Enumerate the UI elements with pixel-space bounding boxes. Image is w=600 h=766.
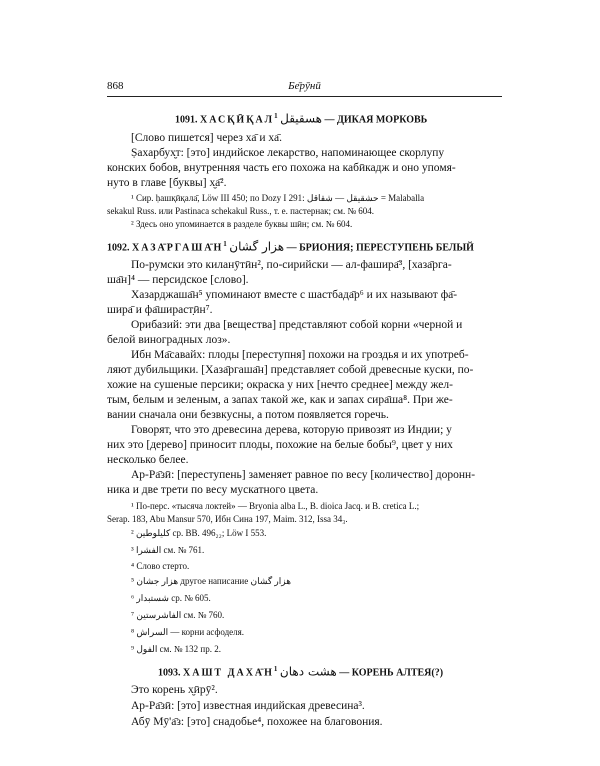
footnote: Serap. 183, Abu Mansur 570, Ибн Сина 197, Maim. 312, Issa 34₃. (107, 514, 348, 524)
footnote: ⁶ شستبدار ср. № 605. (131, 593, 211, 603)
text-line: ника и две трети по весу мускатного цвета. (107, 484, 319, 496)
text-line: несколько белее. (107, 454, 189, 466)
footnote: ³ الفشرا см. № 761. (131, 545, 205, 555)
text-line: Хазарджаша̄н⁵ упоминают вместе с шастбада̄р⁶ и их называют фа̄- (131, 289, 458, 301)
footnote: ⁸ السراش — корни асфоделя. (131, 627, 245, 637)
footnote: ⁹ الفول см. № 132 пр. 2. (131, 644, 221, 654)
footnote: ¹ По-перс. «тысяча локтей» — Bryonia alba L., B. dioica Jacq. и B. cretica L.; (131, 501, 420, 511)
text-line: тым, белым и зеленым, а запах такой же, как и запах сира̄ша⁸. При же- (107, 394, 453, 406)
text-line: Говорят, что это древесина дерева, которую привозят из Индии; у (131, 424, 452, 436)
entry-title-1093: 1093. ХАШТ $ДАХА̄Н^1$ هشت دهان — КОРЕНЬ АЛТЕЯ(?) (158, 664, 444, 679)
page-number: 868 (107, 80, 124, 92)
text-line: Ар-Ра̄зӣ: [переступень] заменяет равное по весу [количество] доронн- (131, 469, 476, 481)
text-line: ша̄н]⁴ — персидское [слово]. (107, 274, 249, 286)
footnote: ¹ Сир. ḥашқӣқала̄, Löw III 450; по Dozy I 291: حشقيقل — شقاقل = Malaballa (131, 193, 425, 203)
text-line: нуто в главе [буквы] х̮а̄². (107, 177, 227, 189)
text-line: Абӯ Мӯ'а̄з: [это] снадобье⁴, похожее на благовония. (131, 716, 383, 728)
footnote: ² Здесь оно упоминается в разделе буквы шӣн; см. № 604. (131, 219, 353, 229)
footnote: sekakul Russ. или Pastinaca schekakul Russ., т. е. пастернак; см. № 604. (107, 206, 375, 216)
title-arabic: هشت دهان (279, 664, 337, 679)
text-line: Ар-Ра̄зӣ: [это] известная индийская древесина³. (131, 700, 365, 712)
running-header (107, 80, 502, 96)
text-line: вании сначала они безвкусны, а потом появляется горечь. (107, 409, 389, 421)
title-arabic: هزار گشان (229, 239, 285, 254)
text-line: Ṣахарбух̮т: [это] индийское лекарство, напоминающее скорлупу (131, 147, 445, 159)
text-line: Ибн Ма̄савайх: плоды [переступня] похожи на гроздья и их употреб- (131, 349, 469, 361)
running-title: Бе̄рӯнӣ (288, 80, 321, 92)
text-line: [Слово пишется] через ха̄ и ха̄. (131, 132, 282, 144)
header-rule (107, 96, 502, 97)
text-line: хожие на сушеные персики; окраска у них [нечто среднее] между жел- (107, 379, 453, 391)
text-line: Это корень х̮ӣрӯ². (131, 684, 218, 696)
text-line: белой виноградных лоз». (107, 334, 231, 346)
footnote: ⁷ الفاشرستين см. № 760. (131, 610, 225, 620)
footnote: ⁵ هزار جشان другое написание هزار گشان (131, 576, 291, 586)
text-line: них это [дерево] приносит плоды, похожие на белые бобы⁹, цвет у них (107, 439, 453, 451)
text-line: ляют дубильщики. [Хаза̄ргаша̄н] представляет собой древесные куски, по- (107, 364, 474, 376)
text-line: По-румски это киланӯтӣн², по-сирийски — ал-фашира̄³, [хаза̄рга- (131, 259, 452, 271)
footnote: ⁴ Слово стерто. (131, 561, 190, 571)
text-line: шира̄ и фа̄шираст̣ӣн⁷. (107, 304, 213, 316)
text-line: Орибазий: эти два [вещества] представляют собой корни «черной и (131, 319, 463, 331)
footnote: ² كليلوطين ср. BB. 496₂₂; Löw I 553. (131, 528, 267, 538)
entry-title-1091: 1091. ХАСҚӢҚАЛ$^1$ هسقيقل — ДИКАЯ МОРКОВЬ (175, 111, 428, 126)
title-arabic: هسقيقل (280, 111, 323, 126)
text-line: конских бобов, внутренняя часть его похожа на кабӣкадж и оно упомя- (107, 162, 456, 174)
entry-title-1092: 1092. $ХАЗА̄РГАША̄Н^1$ هزار گشان — БРИОНИЯ; ПЕРЕСТУПЕНЬ БЕЛЫЙ (107, 239, 474, 254)
